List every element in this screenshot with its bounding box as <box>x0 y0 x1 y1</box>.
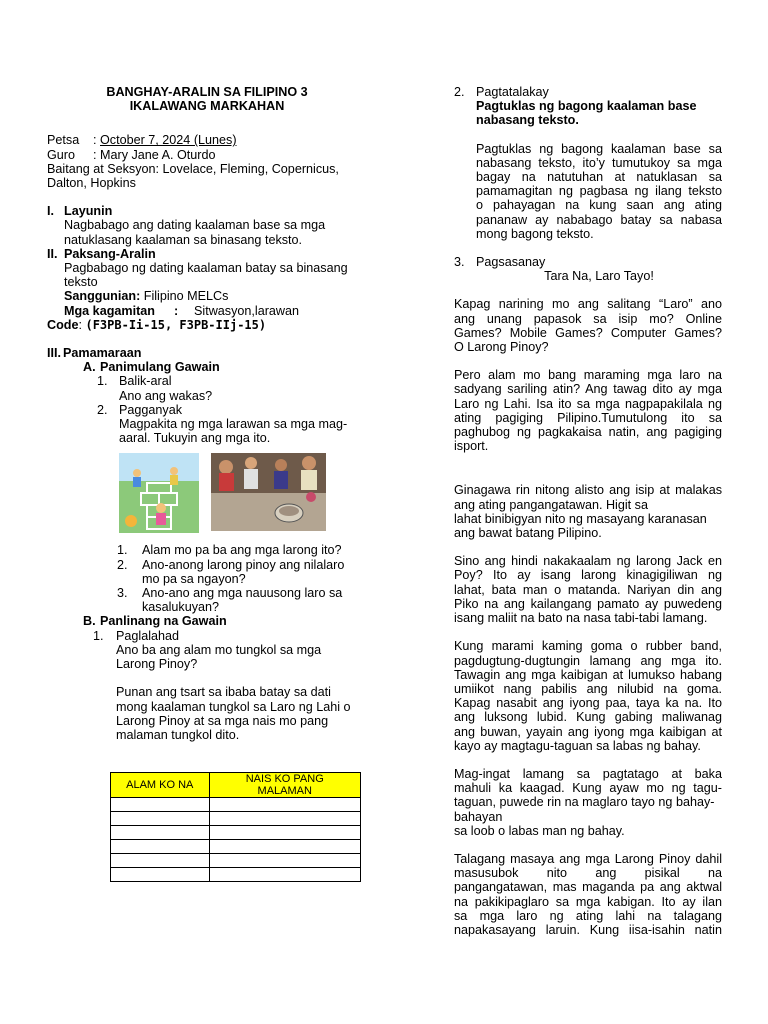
text-line: ang ating pangangatawan. Higit sa <box>454 497 648 512</box>
cell-nais <box>209 868 360 882</box>
page-title: BANGHAY-ARALIN SA FILIPINO 3 <box>106 85 308 99</box>
petsa-label: Petsa <box>47 133 80 148</box>
item-pagganyak: 2. Pagganyak <box>97 402 183 417</box>
paglalahad-text-2: Larong Pinoy? <box>116 657 198 672</box>
guro-value: Mary Jane A. Oturdo <box>100 147 216 162</box>
item-pagsasanay: 3. Pagsasanay <box>454 255 546 270</box>
tumbang-preso-image <box>211 453 326 531</box>
text-line: na pakikipaglaro sa mga kabigan. Ito ay ilan <box>454 894 722 909</box>
cell-nais <box>209 840 360 854</box>
paglalahad-text-1: Ano ba ang alam mo tungkol sa mga <box>116 642 322 657</box>
section-heading: Paksang-Aralin <box>64 246 156 261</box>
question-list <box>47 543 361 614</box>
kwl-chart-table <box>110 772 361 882</box>
text-line: lahat binibigyan nito ng masayang karanasan <box>454 511 707 526</box>
text-line: Poy? Ito ay isang larong kinagigiliwan ng <box>454 568 722 583</box>
item-paglalahad: 1. Paglalahad <box>93 628 180 643</box>
section-paksang-aralin: II. Paksang-Aralin <box>47 246 156 261</box>
paragraph-7 <box>454 852 722 937</box>
question-2: 2. Ano-anong larong pinoy ang nilalaro <box>117 557 345 572</box>
text-line: sadyang sariling atin? Ang tawag dito ay mga <box>454 382 722 397</box>
right-column <box>454 85 722 937</box>
text-line: ating pagiging Pilipino.Tumutulong ito sa <box>454 410 722 425</box>
cell-nais <box>209 798 360 812</box>
text-line: isport. <box>454 439 489 454</box>
text-line: sa loob o labas man ng bahay. <box>454 823 625 838</box>
pagtatalakay-bold-1: Pagtuklas ng bagong kaalaman base <box>476 99 697 114</box>
text-line: ang luksong lubid. Kung gabing maliwanag <box>454 710 722 725</box>
text-line: Pagtuklas ng bagong kaalaman base sa <box>476 141 722 156</box>
text-line: Kapag narining mo ang salitang “Laro” ano <box>454 297 722 312</box>
cell-alam <box>111 868 210 882</box>
question-3-cont: kasalukuyan? <box>142 600 220 615</box>
table-header-row <box>111 773 361 798</box>
text-line: taguan, puwede rin na maglaro tayo ng bahay- <box>454 795 715 810</box>
punan-text-4: malaman tungkol dito. <box>116 727 240 742</box>
question-1: 1. Alam mo pa ba ang mga larong ito? <box>117 543 342 558</box>
section-heading: Layunin <box>64 204 113 219</box>
left-column <box>47 85 361 882</box>
text-line: mahuli ka kaagad. Kung ayaw mo ng tagu- <box>454 781 722 796</box>
punan-text-3: Larong Pinoy at sa mga nais mo pang <box>116 713 329 728</box>
text-line: nabasang teksto, ito’y tumutukoy sa mga <box>476 155 722 170</box>
question-2-cont: mo pa sa ngayon? <box>142 571 246 586</box>
table-row <box>111 854 361 868</box>
section-heading: Pamamaraan <box>63 346 142 361</box>
paragraph-6 <box>454 767 722 838</box>
guro-label: Guro <box>47 147 75 162</box>
cell-nais <box>209 826 360 840</box>
sanggunian-line: Sanggunian: Filipino MELCs <box>64 289 229 304</box>
paragraph-2 <box>454 368 722 453</box>
text-line: lahat, bata man o matanda. Nariyan din ang <box>454 582 722 597</box>
petsa-line: Petsa : October 7, 2024 (Lunes) <box>47 133 237 148</box>
kagamitan-line: Mga kagamitan : Sitwasyon,larawan <box>64 303 299 318</box>
text-line: masusubok nito ang pisikal na <box>454 866 722 881</box>
punan-text-1: Punan ang tsart sa ibaba batay sa dati <box>116 685 331 700</box>
text-line: ang unang papasok sa isip mo? Online <box>454 311 722 326</box>
paragraph-1 <box>454 297 722 354</box>
text-line: Pero alam mo bang maraming mga laro na <box>454 368 722 383</box>
pagganyak-text-1: Magpakita ng mga larawan sa mga mag- <box>119 417 348 432</box>
text-line: paghubog ng pagkakaisa natin, ang pagiging <box>454 425 722 440</box>
text-line: pamamagitan ng pagbasa ng ilang teksto <box>476 184 722 199</box>
code-line: Code: (F3PB-Ii-15, F3PB-IIj-15) <box>47 317 267 332</box>
item-pagtatalakay: 2. Pagtatalakay <box>454 85 549 99</box>
text-line: o pahayagan na kung saan ang ating <box>476 198 722 213</box>
baitang-line-1: Baitang at Seksyon: Lovelace, Fleming, Copernicus, <box>47 161 339 176</box>
text-line: Piko na ang kailangang pamato ay puwedeng <box>454 596 722 611</box>
text-line: O Larong Pinoy? <box>454 340 549 355</box>
column-header-alam: ALAM KO NA <box>111 773 210 798</box>
text-line: Ginagawa rin nitong alisto ang isip at malakas <box>454 483 722 498</box>
text-line: pananaw ay nababago batay sa nabasa <box>476 212 722 227</box>
layunin-text-1: Nagbabago ang dating kaalaman base sa mga <box>64 218 326 233</box>
text-line: kayo ay magtagu-taguan sa labas ng bahay. <box>454 738 701 753</box>
paksa-text-2: teksto <box>64 275 98 290</box>
petsa-value: October 7, 2024 (Lunes) <box>100 133 237 148</box>
balik-aral-text: Ano ang wakas? <box>119 388 213 403</box>
text-line: pangangatawan, mas maganda pa ang aktwal <box>454 880 722 895</box>
text-line: Tawagin ang mga kaibigan at lumukso habang <box>454 667 722 682</box>
section-pamamaraan: III. Pamamaraan <box>47 346 142 361</box>
text-line: ang buwan, yayain ang iyong mga kaibigan at <box>454 724 722 739</box>
page-subtitle: IKALAWANG MARKAHAN <box>129 99 285 114</box>
text-line: umiikot nang pabilis ang nilubid na goma. <box>454 681 722 696</box>
question-3: 3. Ano-ano ang mga nauusong laro sa <box>117 586 343 601</box>
text-line: Sino ang hindi nakakaalam ng larong Jack en <box>454 554 722 569</box>
cell-alam <box>111 854 210 868</box>
paragraph-4 <box>454 554 722 625</box>
cell-alam <box>111 798 210 812</box>
cell-alam <box>111 826 210 840</box>
table-row <box>111 812 361 826</box>
text-line: napakasayang laruin. Kung iisa-isahin natin <box>454 922 722 937</box>
subsection-b: B. Panlinang na Gawain <box>83 614 227 629</box>
text-line: bagay na natutuhan at natuklasan sa <box>476 170 722 185</box>
text-line: Kung marami kaming goma o rubber band, <box>454 639 722 654</box>
text-line: ang bawat batang Pilipino. <box>454 526 602 541</box>
pictures-row <box>119 453 361 533</box>
text-line: sa mga laro ng ating lahi na talagang <box>454 908 722 923</box>
column-header-nais: NAIS KO PANG MALAMAN <box>209 773 360 798</box>
text-line: isang maliit na bato na nasa tabi-tabi lamang. <box>454 611 708 626</box>
pagtatalakay-paragraph <box>454 142 722 241</box>
pagsasanay-subtitle: Tara Na, Laro Tayo! <box>544 269 654 284</box>
item-balik-aral: 1. Balik-aral <box>97 374 172 389</box>
subsection-a: A. Panimulang Gawain <box>83 360 220 375</box>
text-line: Laro ng Lahi. Isa ito sa mga nagpapakilala ng <box>454 396 722 411</box>
text-line: Mag-ingat lamang sa pagtatago at baka <box>454 766 722 781</box>
layunin-text-2: natuklasang kaalaman sa binasang teksto. <box>64 232 303 247</box>
paragraph-3 <box>454 483 722 540</box>
text-line: pagdugtung-dugtungin lamang ang mga ito. <box>454 653 722 668</box>
section-layunin: I. Layunin <box>47 204 113 219</box>
baitang-line-2: Dalton, Hopkins <box>47 176 136 191</box>
piko-game-image <box>119 453 199 533</box>
paragraph-5 <box>454 639 722 753</box>
guro-line: Guro : Mary Jane A. Oturdo <box>47 147 216 162</box>
cell-alam <box>111 840 210 854</box>
cell-nais <box>209 854 360 868</box>
text-line: mong bagong teksto. <box>476 226 594 241</box>
table-row <box>111 840 361 854</box>
text-line: Talagang masaya ang mga Larong Pinoy dahil <box>454 851 722 866</box>
pagganyak-text-2: aaral. Tukuyin ang mga ito. <box>119 431 271 446</box>
text-line: bahayan <box>454 809 503 824</box>
paksa-text-1: Pagbabago ng dating kaalaman batay sa binasang <box>64 261 348 276</box>
text-line: Kapag nasabit ang iyong paa, taya ka na. Ito <box>454 696 722 711</box>
text-line: Games? Mobile Games? Computer Games? <box>454 325 722 340</box>
pagtatalakay-bold-2: nabasang teksto. <box>476 113 579 128</box>
cell-nais <box>209 812 360 826</box>
table-body <box>111 798 361 882</box>
table-row <box>111 798 361 812</box>
cell-alam <box>111 812 210 826</box>
punan-text-2: mong kaalaman tungkol sa Laro ng Lahi o <box>116 699 351 714</box>
table-row <box>111 826 361 840</box>
table-row <box>111 868 361 882</box>
